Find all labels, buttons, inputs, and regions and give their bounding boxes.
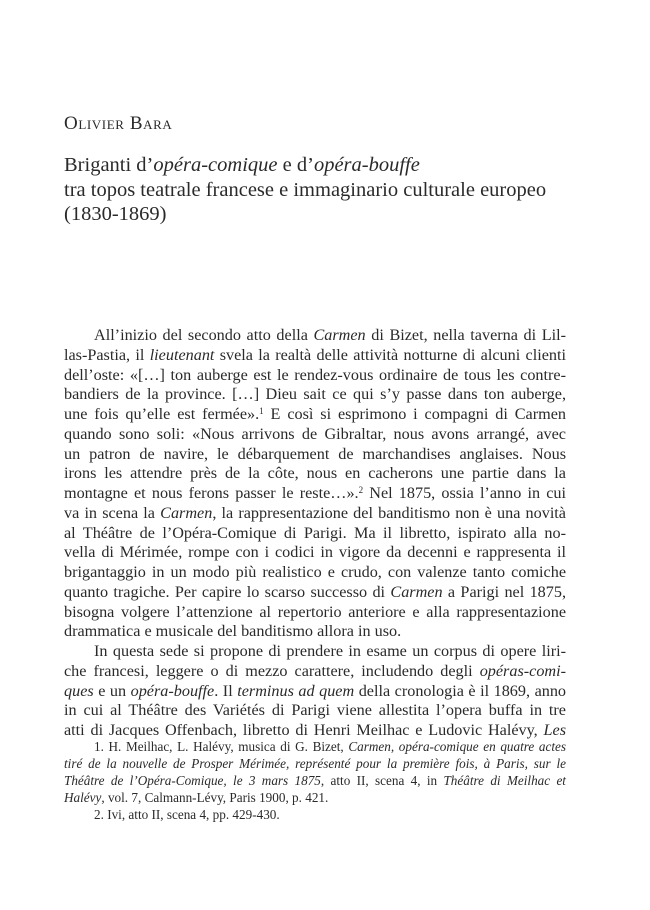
footnote-ref: 2 (358, 485, 364, 495)
text-segment: Carmen (390, 582, 443, 601)
body-line (64, 445, 566, 465)
footnote-line (64, 738, 566, 755)
text-segment: montagne et nous ferons passer le reste…». (64, 484, 359, 502)
body-line (64, 346, 566, 366)
title-segment: opéra-bouffe (313, 154, 420, 176)
chapter-title (64, 153, 604, 227)
footnote-segment: Carmen, opéra-comique en quatre actes (348, 739, 566, 754)
text-segment: atti di Jacques Offenbach, libretto di Henri Meilhac e Ludovic Halévy, (64, 721, 544, 739)
body-line (64, 405, 566, 425)
text-segment: opéras-comi- (479, 661, 566, 680)
footnote-ref: 1 (259, 406, 264, 416)
body-line (64, 583, 566, 603)
text-segment: un patron de navire, le débarquement de marchandises anglaises. Nous (64, 444, 566, 463)
text-segment: Nel 1875, ossia l’anno in cui (363, 484, 566, 502)
body-line (64, 543, 566, 563)
text-segment: All’inizio del secondo atto della (94, 326, 314, 344)
title-segment: tra topos teatrale francese e immaginario culturale europeo (64, 178, 547, 201)
text-segment: bandiers de la province. […] Dieu sait ce qui s’y passe dans ton auberge, (64, 385, 566, 404)
body-line (64, 701, 566, 721)
text-segment: las-Pastia, il (64, 345, 150, 364)
footnote-segment: 1. H. Meilhac, L. Halévy, musica di G. Bizet, (94, 739, 349, 754)
footnote-line (64, 772, 566, 789)
text-segment: Les (543, 721, 566, 739)
body-line (64, 682, 566, 702)
text-segment: Carmen (160, 503, 213, 522)
text-segment: E così si esprimono i compagni di Carmen (263, 405, 566, 423)
text-segment: vella di Mérimée, rompe con i codici in vigore da decenni e rappresenta il (64, 543, 566, 562)
footnote-segment: Théâtre de l’Opéra-Comique, le 3 mars 1875 (64, 773, 321, 788)
text-segment: al Théâtre de l’Opéra-Comique di Parigi. Ma il libretto, ispirato alla no- (64, 523, 566, 542)
body-line (64, 385, 566, 405)
text-segment: bisogna volgere l’attenzione al repertorio anteriore e alla rappresentazione (64, 602, 566, 621)
text-segment: dell’oste: «[…] ton auberge est le rendez-vous ordinaire de tous les contre- (64, 365, 566, 384)
body-line (64, 603, 566, 623)
title-line (64, 202, 604, 227)
text-segment: drammatica e musicale del banditismo allora in uso. (64, 622, 402, 641)
body-line (64, 464, 566, 484)
body-line (64, 524, 566, 544)
text-segment: In questa sede si propone di prendere in esame un corpus di opere liri- (94, 642, 566, 660)
text-segment: irons les attendre près de la côte, nous en cacherons une partie dans la (64, 464, 566, 483)
chapter-author: Olivier Bara (64, 113, 173, 134)
text-segment: che francesi, leggere o di mezzo carattere, includendo degli (64, 661, 480, 680)
footnotes (64, 738, 566, 823)
text-segment: della cronologia è il 1869, anno (354, 681, 567, 700)
title-segment: opéra-comique (153, 154, 278, 176)
body-line (64, 622, 566, 642)
text-segment: brigantaggio in un modo più realistico e crudo, con valenze tanto comiche (64, 563, 566, 581)
footnote-line (64, 755, 566, 772)
text-segment: ques (64, 681, 94, 700)
text-segment: , la rappresentazione del banditismo non è una novità (212, 503, 566, 522)
text-segment: quanto tragiche. Per capire lo scarso successo di (64, 582, 391, 601)
text-segment: une fois qu’elle est fermée». (64, 405, 260, 423)
title-segment: e d’ (277, 154, 314, 176)
text-segment: . Il (214, 681, 238, 700)
text-segment: terminus ad quem (237, 681, 355, 700)
footnote-line (64, 789, 566, 806)
text-segment: di Bizet, nella taverna di Lil- (365, 326, 566, 344)
text-segment: va in scena la (64, 503, 161, 522)
title-segment: Briganti d’ (64, 154, 154, 176)
footnote-segment: tiré de la nouvelle de Prosper Mérimée, représenté pour la première fois, à Paris, sur le (64, 756, 566, 771)
body-line (64, 642, 566, 662)
text-segment: lieutenant (149, 345, 215, 364)
body-line (64, 425, 566, 445)
text-segment: svela la realtà delle attività notturne di alcuni clienti (214, 345, 566, 364)
footnote-segment: , atto II, scena 4, in (320, 773, 444, 788)
footnote-segment: Halévy (64, 790, 102, 805)
footnote-segment: 2. Ivi, atto II, scena 4, pp. 429-430. (94, 807, 280, 822)
footnote-line (64, 806, 566, 823)
title-line (64, 178, 604, 203)
title-line (64, 153, 604, 178)
text-segment: quando sono soli: «Nous arrivons de Gibraltar, nous avons arrangé, avec (64, 424, 566, 443)
text-segment: in cui al Théâtre des Variétés di Parigi viene allestita l’opera buffa in tre (64, 701, 566, 720)
title-segment: (1830-1869) (64, 203, 167, 225)
body-line (64, 662, 566, 682)
body-text (64, 326, 566, 741)
body-line (64, 326, 566, 346)
footnote-segment: Théâtre di Meilhac et (443, 773, 566, 788)
text-segment: e un (93, 681, 131, 700)
footnote-segment: , vol. 7, Calmann-Lévy, Paris 1900, p. 421. (101, 790, 329, 805)
text-segment: opéra-bouffe (130, 681, 215, 700)
text-segment: a Parigi nel 1875, (442, 582, 566, 601)
text-segment: Carmen (313, 326, 366, 344)
body-line (64, 563, 566, 583)
body-line (64, 484, 566, 504)
body-line (64, 504, 566, 524)
body-line (64, 366, 566, 386)
